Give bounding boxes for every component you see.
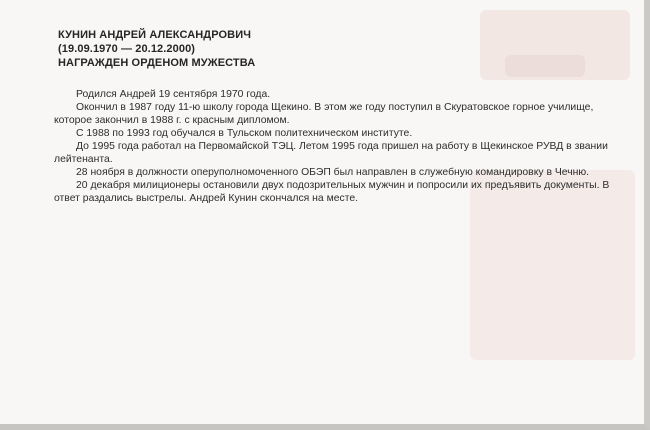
memorial-entry [54,28,618,205]
biography-paragraph: Окончил в 1987 году 11-ю школу города Щекино. В этом же году поступил в Скуратовское горное училище, которое закончил в 1988 г. с красным дипломом. [54,102,594,126]
biography-paragraph: Родился Андрей 19 сентября 1970 года. [76,89,271,100]
person-name: КУНИН АНДРЕЙ АЛЕКСАНДРОВИЧ [58,29,252,41]
biography-paragraph: До 1995 года работал на Первомайской ТЭЦ. Летом 1995 года пришел на работу в Щекинское РУВД в звании лейтенанта. [54,141,608,165]
biography-paragraph: С 1988 по 1993 год обучался в Тульском политехническом институте. [76,128,413,139]
award-line: НАГРАЖДЕН ОРДЕНОМ МУЖЕСТВА [58,57,256,69]
biography-paragraph: 28 ноября в должности оперуполномоченного ОБЭП был направлен в служебную командировку в Чечню. [76,167,590,178]
life-dates: (19.09.1970 — 20.12.2000) [58,43,196,55]
biography-text [54,88,622,205]
biography-paragraph: 20 декабря милиционеры остановили двух подозрительных мужчин и попросили их предъявить документы. В ответ раздались выстрелы. Андрей Кунин скончался на месте. [54,180,610,204]
